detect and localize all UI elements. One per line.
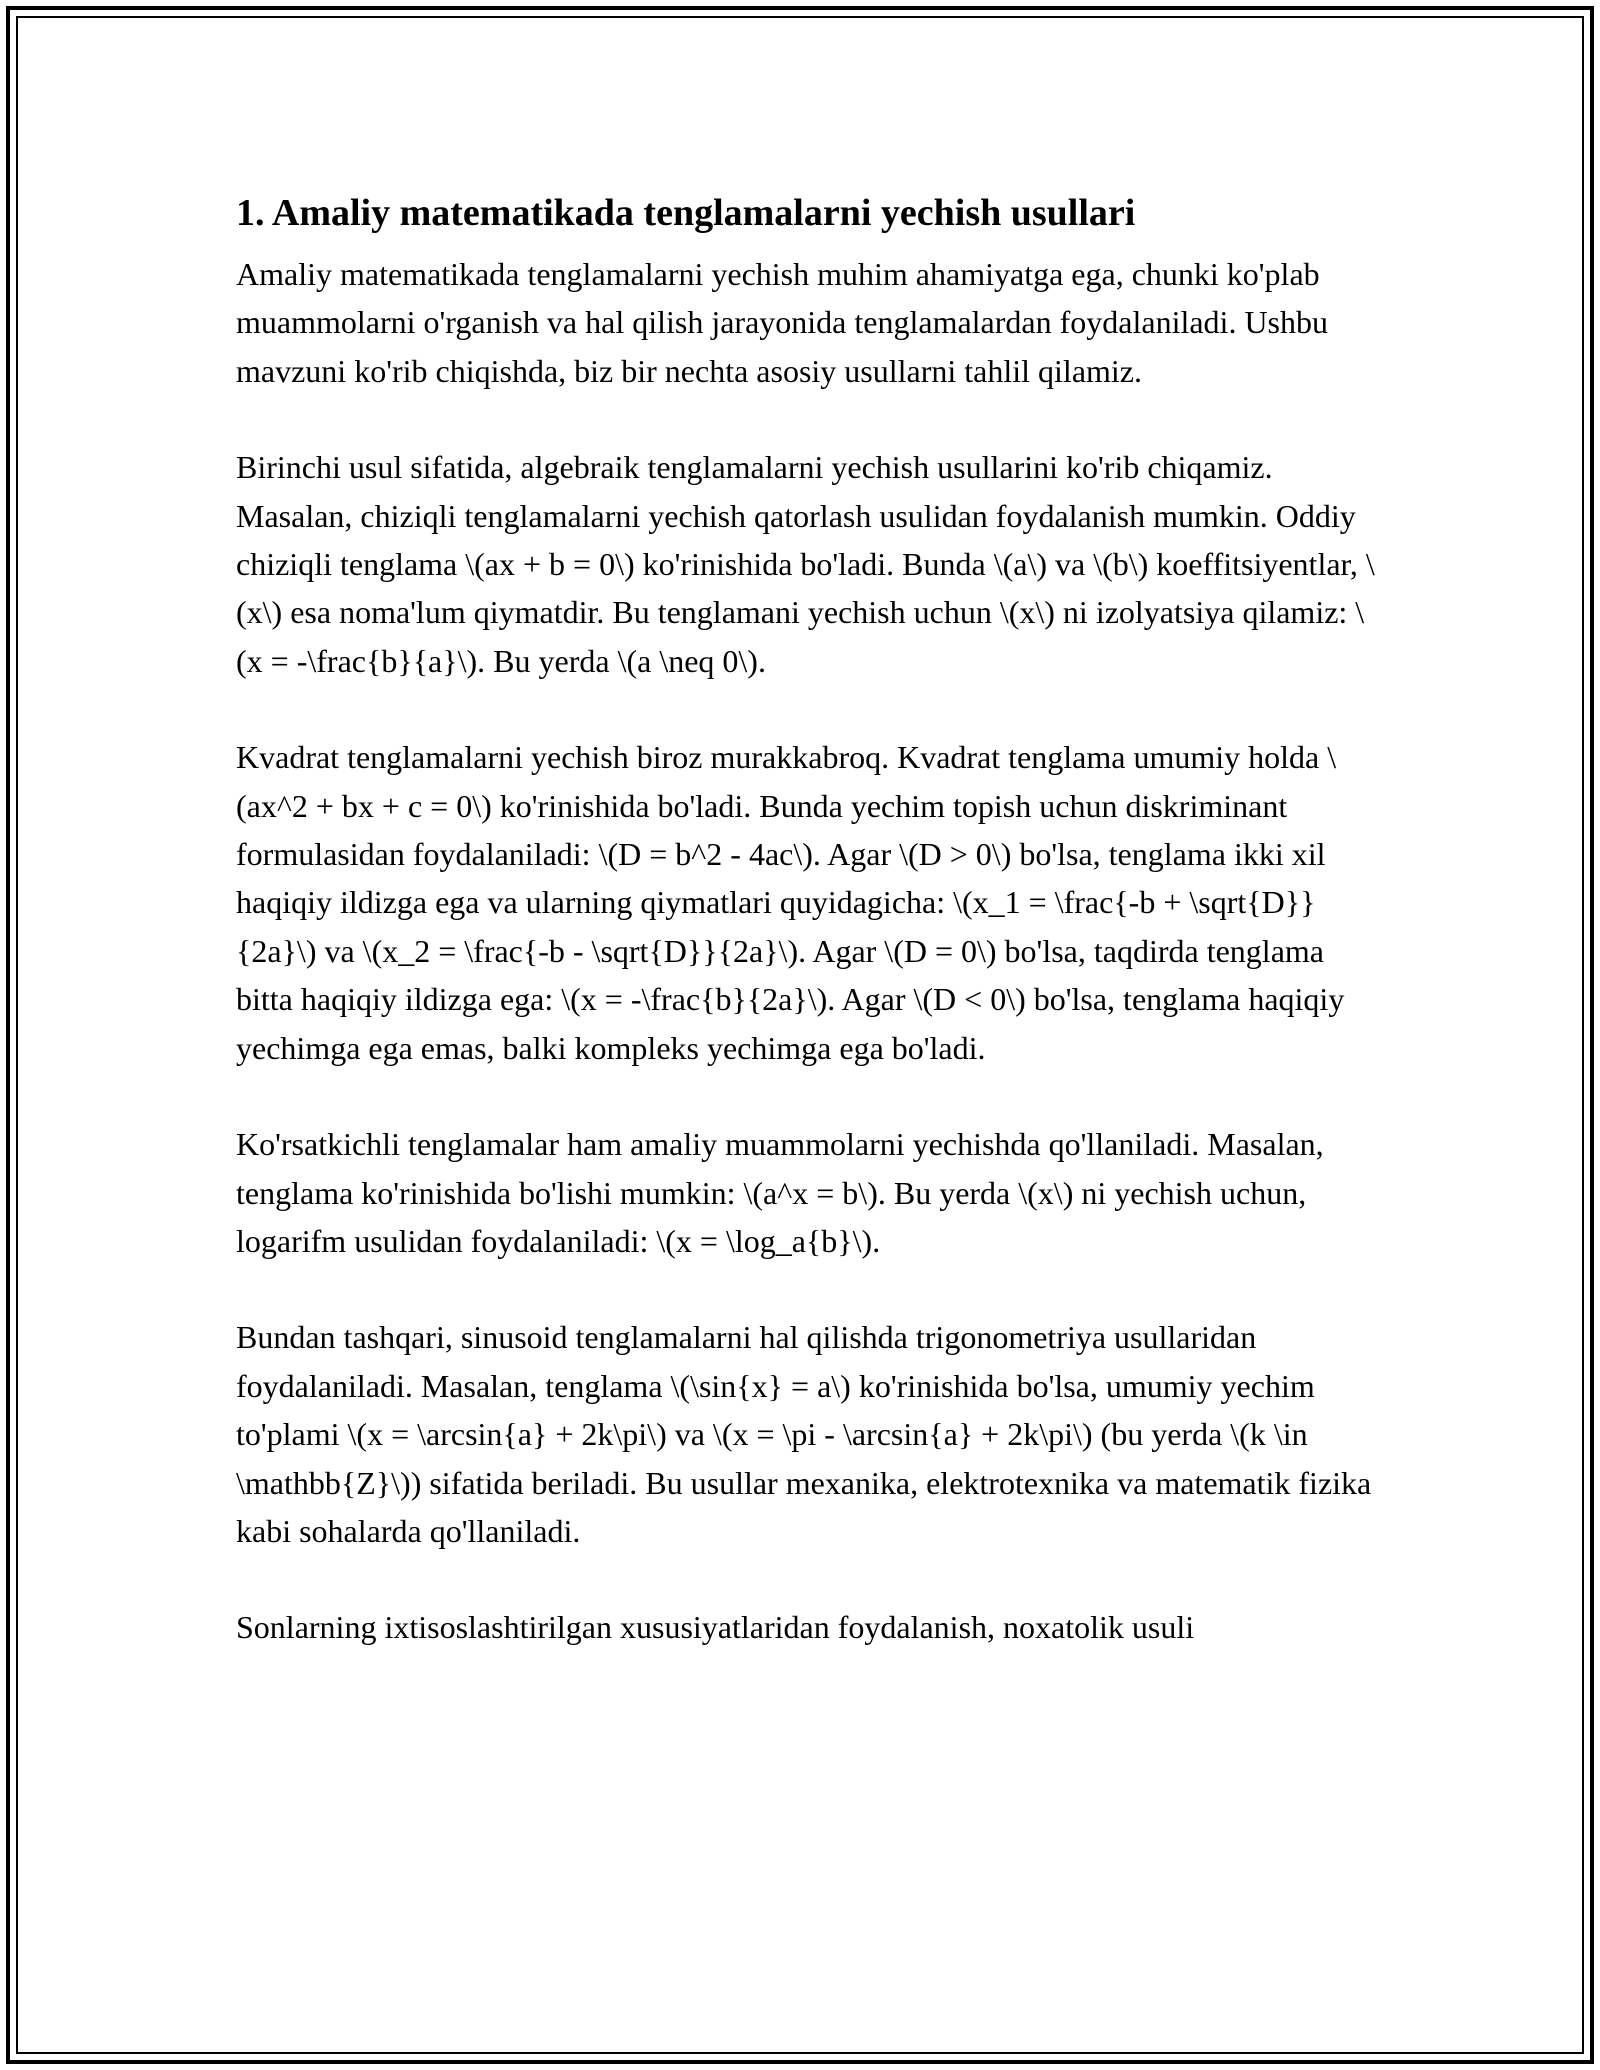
paragraph-trigonometric-equations: Bundan tashqari, sinusoid tenglamalarni hal qilishda trigonometriya usullaridan foydalaniladi. Masalan, tenglama \(\sin{x} = a\) ko'rinishida bo'lsa, umumiy yechim to'plami \(x = \arcsin{a} + 2k\pi\) va \(x = \pi - \arcsin{a} + 2k\pi\) (bu yerda \(k \in \mathbb{Z}\)) sifatida beriladi. Bu usullar mexanika, elektrotexnika va matematik fizika kabi sohalarda qo'llaniladi.: [236, 1319, 1372, 1549]
paragraph-number-properties: Sonlarning ixtisoslashtirilgan xususiyatlaridan foydalanish, noxatolik usuli: [236, 1609, 1195, 1646]
document-body: [236, 186, 1386, 1700]
paragraph-quadratic-equations: Kvadrat tenglamalarni yechish biroz murakkabroq. Kvadrat tenglama umumiy holda \(ax^2 + bx + c = 0\) ko'rinishida bo'ladi. Bunda yechim topish uchun diskriminant formulasidan foydalaniladi: \(D = b^2 - 4ac\). Agar \(D > 0\) bo'lsa, tenglama ikki xil haqiqiy ildizga ega va ularning qiymatlari quyidagicha: \(x_1 = \frac{-b + \sqrt{D}}{2a}\) va \(x_2 = \frac{-b - \sqrt{D}}{2a}\). Agar \(D = 0\) bo'lsa, taqdirda tenglama bitta haqiqiy ildizga ega: \(x = -\frac{b}{2a}\). Agar \(D < 0\) bo'lsa, tenglama haqiqiy yechimga ega emas, balki kompleks yechimga ega bo'ladi.: [236, 739, 1345, 1066]
paragraph-exponential-equations: Ko'rsatkichli tenglamalar ham amaliy muammolarni yechishda qo'llaniladi. Masalan, tenglama ko'rinishida bo'lishi mumkin: \(a^x = b\). Bu yerda \(x\) ni yechish uchun, logarifm usulidan foydalaniladi: \(x = \log_a{b}\).: [236, 1126, 1324, 1259]
paragraph-intro: Amaliy matematikada tenglamalarni yechish muhim ahamiyatga ega, chunki ko'plab muammolarni o'rganish va hal qilish jarayonida tenglamalardan foydalaniladi. Ushbu mavzuni ko'rib chiqishda, biz bir nechta asosiy usullarni tahlil qilamiz.: [236, 256, 1328, 389]
section-heading: 1. Amaliy matematikada tenglamalarni yechish usullari: [236, 192, 1136, 234]
paragraph-linear-equations: Birinchi usul sifatida, algebraik tenglamalarni yechish usullarini ko'rib chiqamiz. Masalan, chiziqli tenglamalarni yechish qatorlash usulidan foydalanish mumkin. Oddiy chiziqli tenglama \(ax + b = 0\) ko'rinishida bo'ladi. Bunda \(a\) va \(b\) koeffitsiyentlar, \(x\) esa noma'lum qiymatdir. Bu tenglamani yechish uchun \(x\) ni izolyatsiya qilamiz: \(x = -\frac{b}{a}\). Bu yerda \(a \neq 0\).: [236, 449, 1375, 679]
